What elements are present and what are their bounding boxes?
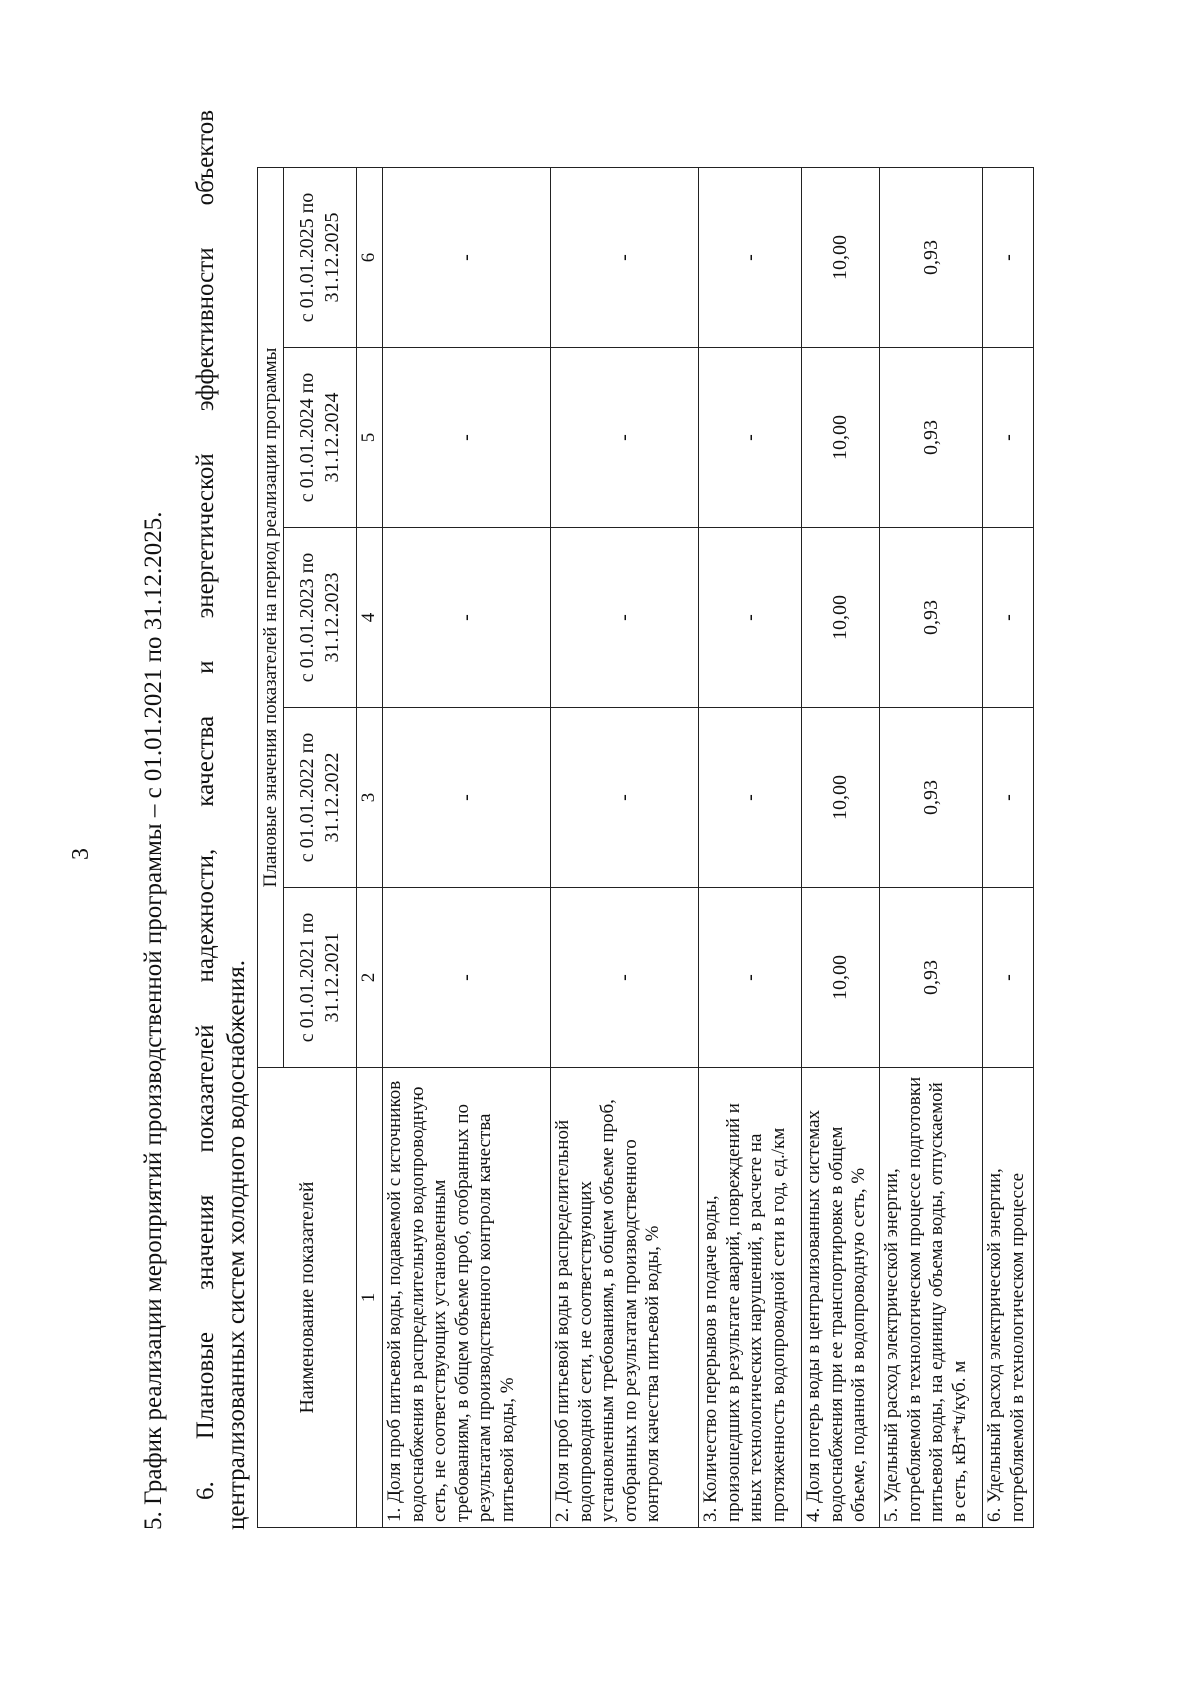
heading-word: и xyxy=(192,660,219,674)
heading-word: Плановые xyxy=(192,1331,219,1440)
indicator-value: - xyxy=(551,348,699,528)
heading-word: показателей xyxy=(192,1024,219,1153)
table-row xyxy=(983,168,1034,1528)
indicator-value: - xyxy=(383,348,551,528)
indicator-value: - xyxy=(383,708,551,888)
heading-word: значения xyxy=(192,1194,219,1290)
indicator-value: 0,93 xyxy=(880,528,983,708)
period-header-2023: с 01.01.2023 по 31.12.2023 xyxy=(284,528,357,708)
indicator-value: 0,93 xyxy=(880,348,983,528)
indicator-value: - xyxy=(983,168,1034,348)
page-number: 3 xyxy=(68,848,94,860)
heading-word: объектов xyxy=(192,110,219,206)
indicator-value: - xyxy=(983,888,1034,1068)
period-header-2021: с 01.01.2021 по 31.12.2021 xyxy=(284,888,357,1068)
indicator-value: 0,93 xyxy=(880,168,983,348)
period-header-2022: с 01.01.2022 по 31.12.2022 xyxy=(284,708,357,888)
indicator-name: 6. Удельный расход электрической энергии, потребляемой в технологическом процессе xyxy=(983,1068,1034,1528)
column-number: 5 xyxy=(357,348,383,528)
table-row xyxy=(880,168,983,1528)
indicator-value: - xyxy=(383,888,551,1068)
column-number: 3 xyxy=(357,708,383,888)
indicator-value: - xyxy=(551,528,699,708)
indicator-value: - xyxy=(551,708,699,888)
indicator-value: 10,00 xyxy=(802,168,880,348)
period-header-2025: с 01.01.2025 по 31.12.2025 xyxy=(284,168,357,348)
indicator-name: 4. Доля потерь воды в централизованных системах водоснабжения при ее транспортировке в общем объеме, поданной в водопроводную сеть, % xyxy=(802,1068,880,1528)
indicator-value: - xyxy=(383,168,551,348)
section-5-heading: 5. График реализации мероприятий производственной программы – с 01.01.2021 по 31.12.2025. xyxy=(140,511,167,1530)
table-row xyxy=(802,168,880,1528)
indicator-value: - xyxy=(699,528,802,708)
table-row xyxy=(551,168,699,1528)
indicator-value: 10,00 xyxy=(802,708,880,888)
indicator-value: 0,93 xyxy=(880,708,983,888)
indicator-value: 10,00 xyxy=(802,348,880,528)
indicator-value: - xyxy=(983,708,1034,888)
heading-word: качества xyxy=(192,715,219,807)
indicator-value: - xyxy=(551,168,699,348)
name-column-header: Наименование показателей xyxy=(258,1068,357,1528)
planned-values-group-header: Плановые значения показателей на период реализации программы xyxy=(258,168,284,1068)
indicator-value: 10,00 xyxy=(802,888,880,1068)
column-number: 4 xyxy=(357,528,383,708)
column-number: 6 xyxy=(357,168,383,348)
indicators-table xyxy=(257,167,1034,1528)
indicator-value: - xyxy=(699,168,802,348)
indicator-value: - xyxy=(699,348,802,528)
indicator-name: 1. Доля проб питьевой воды, подаваемой с источников водоснабжения в распределительную водопроводную сеть, не соответствующих установленным требованиям, в общем объеме проб, отобранных по результатам производственного контроля качества питьевой воды, % xyxy=(383,1068,551,1528)
section-6-heading-line-1 xyxy=(190,110,221,1530)
section-6-heading xyxy=(190,110,252,1530)
column-number: 2 xyxy=(357,888,383,1068)
indicator-value: - xyxy=(699,888,802,1068)
indicator-value: - xyxy=(983,348,1034,528)
indicator-value: - xyxy=(551,888,699,1068)
indicator-name: 3. Количество перерывов в подаче воды, произошедших в результате аварий, повреждений и иных технологических нарушений, в расчете на протяженность водопроводной сети в год, ед./км xyxy=(699,1068,802,1528)
indicator-value: 10,00 xyxy=(802,528,880,708)
period-header-2024: с 01.01.2024 по 31.12.2024 xyxy=(284,348,357,528)
heading-word: эффективности xyxy=(192,247,219,412)
table-row xyxy=(383,168,551,1528)
heading-word: 6. xyxy=(192,1481,219,1500)
column-number: 1 xyxy=(357,1068,383,1528)
indicator-value: - xyxy=(383,528,551,708)
heading-word: энергетической xyxy=(192,453,219,619)
table-row xyxy=(699,168,802,1528)
indicator-name: 5. Удельный расход электрической энергии, потребляемой в технологическом процессе подготовки питьевой воды, на единицу объема воды, отпускаемой в сеть, кВт*ч/куб. м xyxy=(880,1068,983,1528)
indicator-value: - xyxy=(699,708,802,888)
section-6-heading-line-2: централизованных систем холодного водоснабжения. xyxy=(223,960,250,1530)
heading-word: надежности, xyxy=(192,848,219,983)
indicator-value: 0,93 xyxy=(880,888,983,1068)
indicator-value: - xyxy=(983,528,1034,708)
indicator-name: 2. Доля проб питьевой воды в распределительной водопроводной сети, не соответствующих установленным требованиям, в общем объеме проб, отобранных по результатам производственного контроля качества питьевой воды, % xyxy=(551,1068,699,1528)
